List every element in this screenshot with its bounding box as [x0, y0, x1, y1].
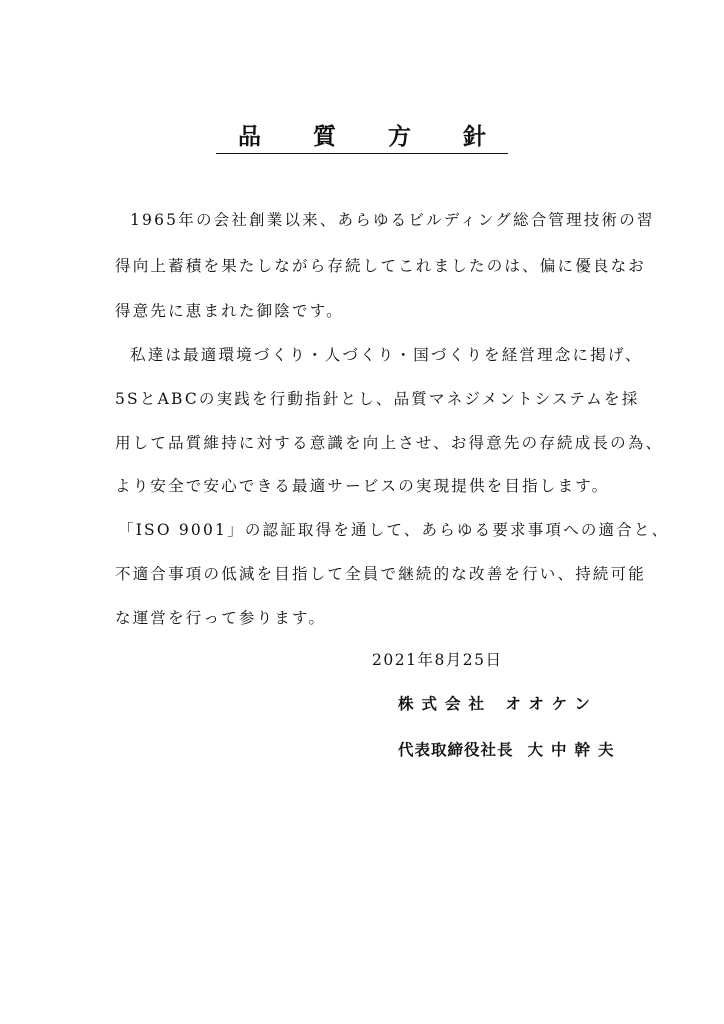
- document-date: 2021年8月25日: [372, 651, 503, 669]
- body-line-8: 「ISO 9001」の認証取得を通して、あらゆる要求事項への適合と、: [118, 521, 670, 539]
- body-line-6: 用して品質維持に対する意識を向上させ、お得意先の存続成長の為、: [115, 434, 664, 452]
- body-line-7: より安全で安心できる最適サービスの実現提供を目指します。: [115, 477, 610, 495]
- body-line-4: 私達は最適環境づくり・人づくり・国づくりを経営理念に掲げ、: [130, 346, 643, 364]
- body-line-1: 1965年の会社創業以来、あらゆるビルディング総合管理技術の習: [130, 211, 655, 229]
- signer-name: 大中幹夫: [527, 740, 622, 759]
- signature-block: [398, 738, 622, 760]
- company-name: 株式会社 オオケン: [398, 694, 598, 713]
- body-line-10: な運営を行って参ります。: [115, 609, 327, 627]
- body-line-2: 得向上蓄積を果たしながら存続してこれましたのは、偏に優良なお: [115, 257, 647, 275]
- body-line-3: 得意先に恵まれた御陰です。: [115, 302, 344, 320]
- body-line-5: 5SとABCの実践を行動指針とし、品質マネジメントシステムを採: [115, 390, 640, 408]
- signer-title: 代表取締役社長: [398, 740, 514, 759]
- body-line-9: 不適合事項の低減を目指して全員で継続的な改善を行い、持続可能: [115, 565, 647, 583]
- document-title: 品 質 方 針: [0, 118, 724, 151]
